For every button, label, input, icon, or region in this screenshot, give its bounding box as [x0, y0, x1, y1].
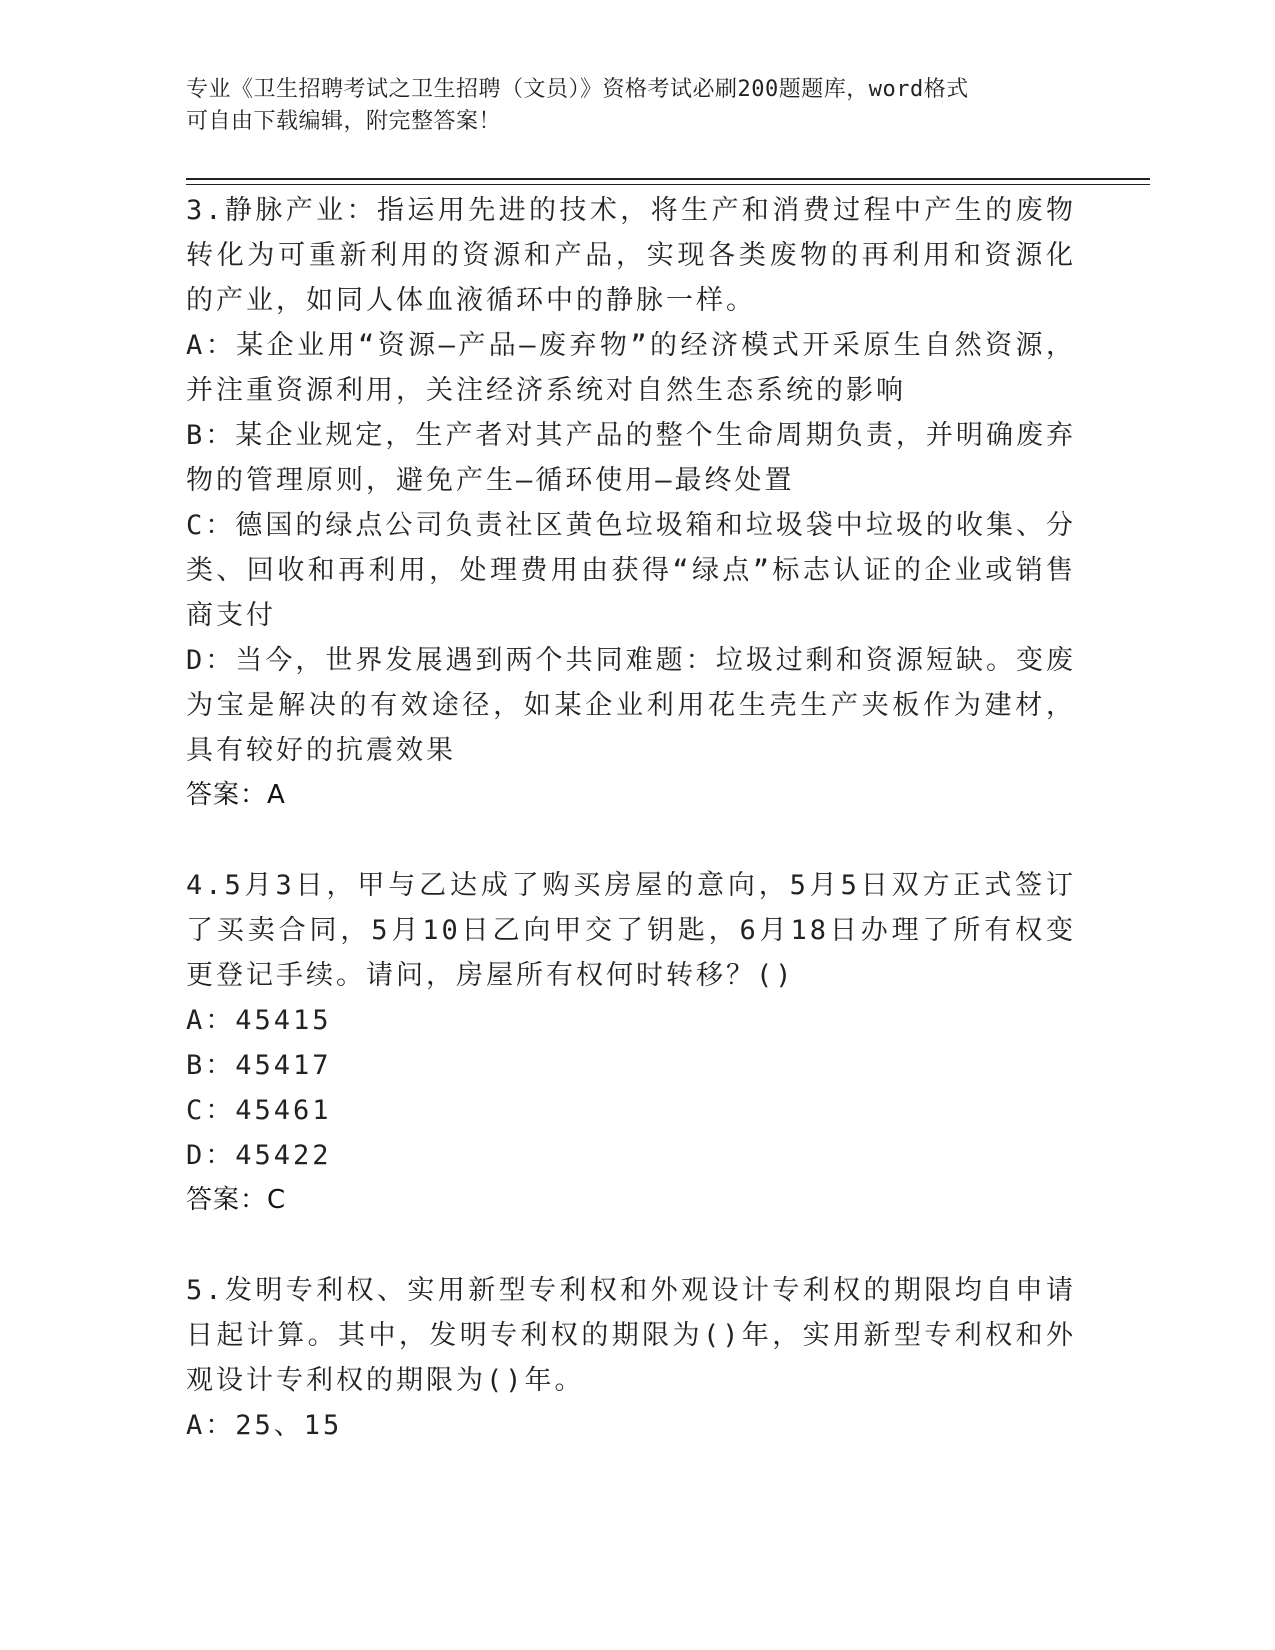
question-4 [186, 863, 1076, 1223]
option-d: D：当今，世界发展遇到两个共同难题：垃圾过剩和资源短缺。变废为宝是解决的有效途径，如某企业利用花生壳生产夹板作为建材，具有较好的抗震效果 [186, 645, 1076, 766]
header-divider-thin [186, 184, 1150, 185]
question-stem: 5.发明专利权、实用新型专利权和外观设计专利权的期限均自申请日起计算。其中，发明专利权的期限为()年，实用新型专利权和外观设计专利权的期限为()年。 [186, 1275, 1076, 1396]
document-header [186, 74, 1076, 138]
question-3 [186, 188, 1076, 818]
question-stem: 3.静脉产业：指运用先进的技术，将生产和消费过程中产生的废物转化为可重新利用的资源和产品，实现各类废物的再利用和资源化的产业，如同人体血液循环中的静脉一样。 [186, 195, 1076, 316]
question-list [186, 188, 1076, 1493]
option-b: B：45417 [186, 1050, 332, 1081]
option-d: D：45422 [186, 1140, 332, 1171]
answer-line: 答案：C [186, 1185, 287, 1215]
answer-line: 答案：A [186, 780, 286, 810]
header-divider-thick [186, 178, 1150, 180]
question-stem: 4.5月3日，甲与乙达成了购买房屋的意向，5月5日双方正式签订了买卖合同，5月10日乙向甲交了钥匙，6月18日办理了所有权变更登记手续。请问，房屋所有权何时转移？() [186, 870, 1076, 991]
option-c: C：45461 [186, 1095, 332, 1126]
question-5 [186, 1268, 1076, 1448]
option-a: A：45415 [186, 1005, 332, 1036]
header-line-1: 专业《卫生招聘考试之卫生招聘（文员）》资格考试必刷200题题库，word格式 [186, 77, 969, 102]
option-a: A：25、15 [186, 1410, 343, 1441]
option-c: C：德国的绿点公司负责社区黄色垃圾箱和垃圾袋中垃圾的收集、分类、回收和再利用，处理费用由获得“绿点”标志认证的企业或销售商支付 [186, 510, 1076, 631]
option-a: A：某企业用“资源—产品—废弃物”的经济模式开采原生自然资源，并注重资源利用，关注经济系统对自然生态系统的影响 [186, 330, 1076, 406]
option-b: B：某企业规定，生产者对其产品的整个生命周期负责，并明确废弃物的管理原则，避免产生—循环使用—最终处置 [186, 420, 1076, 496]
header-line-2: 可自由下载编辑，附完整答案！ [186, 109, 502, 134]
